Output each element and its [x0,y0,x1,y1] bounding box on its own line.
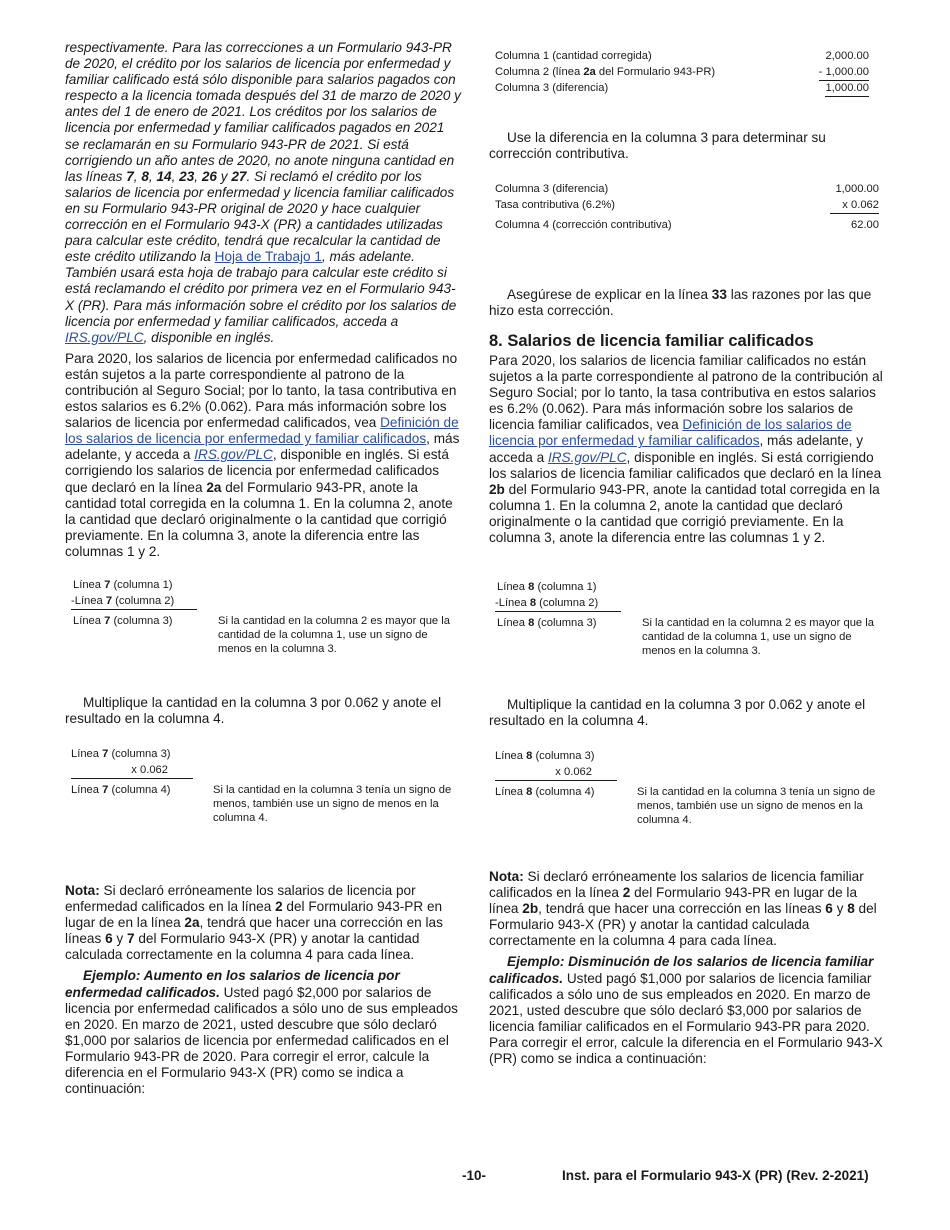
irs-plc-link[interactable]: IRS.gov/PLC [65,329,144,345]
footer-title: Inst. para el Formulario 943-X (PR) (Rev. 2-2021) [562,1168,869,1183]
box-note: Si la cantidad en la columna 2 es mayor que la cantidad de la columna 1, use un signo de menos en la columna 3. [218,615,450,655]
box-row: x 0.062 [71,762,193,779]
table-row: Tasa contributiva (6.2%) x 0.062 [495,197,879,213]
right-calc-table-2 [495,181,879,233]
left-paragraph-sick-leave: Para 2020, los salarios de licencia por enfermedad calificados no están sujetos a la parte correspondiente al patrono de la contribución al Seguro Social; por lo tanto, la tasa contributiva en estos salarios es 6.2% (0.062). Para más información sobre los salarios de licencia por enfermedad calificados, vea Definición de los salarios de licencia por enfermedad y familiar calificados, más adelante, y acceda a IRS.gov/PLC, disponible en inglés. Si está corrigiendo los salarios de licencia por enfermedad calificados que declaró en la línea 2a del Formulario 943-PR, anote la cantidad total corregida en la columna 1. En la columna 2, anote la cantidad que declaró originalmente o la cantidad que corrigió previamente. En la columna 3, anote la diferencia entre las columnas 1 y 2. [65,350,460,559]
irs-plc-link[interactable]: IRS.gov/PLC [194,447,273,463]
box-row: -Línea 8 (columna 2) [495,595,621,612]
left-multiply-text: Multiplique la cantidad en la columna 3 por 0.062 y anote el resultado en la columna 4. [65,695,442,727]
right-section-8 [489,331,885,546]
box-row: Línea 8 (columna 1) [497,581,597,593]
left-column [65,40,461,560]
table-row: Columna 4 (corrección contributiva) 62.00 [495,219,879,231]
left-ejemplo: Ejemplo: Aumento en los salarios de licencia por enfermedad calificados. Usted pagó $2,000 por salarios de licencia por enfermedad calificados a sólo uno de sus empleados en 2020. En marzo de 2021, usted descubre que sólo declaró $1,000 por salarios de licencia por enfermedad calificados en el Formulario 943-PR de 2020. Para corregir el error, calcule la diferencia en el Formulario 943-X (PR) como se indica a continuación: [65,968,458,1097]
right-use-diff: Use la diferencia en la columna 3 para determinar su corrección contributiva. [489,130,826,162]
box-row: x 0.062 [495,764,617,781]
right-nota: Nota: Si declaró erróneamente los salarios de licencia familiar calificados en la línea 2 del Formulario 943-PR en lugar de la línea 2b, tendrá que hacer una corrección en las líneas 6 y 8 del Formulario 943-X (PR) y anotar la cantidad calculada correctamente en la columna 4 para cada línea. [489,869,877,949]
hoja-de-trabajo-1-link[interactable]: Hoja de Trabajo 1 [214,249,322,265]
left-nota: Nota: Si declaró erróneamente los salarios de licencia por enfermedad calificados en la línea 2 del Formulario 943-PR en lugar de en la línea 2a, tendrá que hacer una corrección en las líneas 6 y 7 del Formulario 943-X (PR) y anotar la cantidad calculada correctamente en la columna 4 para cada línea. [65,883,443,963]
box-row: Línea 8 (columna 3) [495,750,595,762]
table-row: Columna 3 (diferencia) 1,000.00 [495,183,879,195]
right-nota-block [489,869,885,1067]
definicion-link[interactable]: Definición de los salarios de licencia por enfermedad y familiar calificados [65,415,459,447]
box-row: Línea 8 (columna 4) [495,786,595,798]
left-paragraph-credit: respectivamente. Para las correcciones a un Formulario 943-PR de 2020, el crédito por los salarios de licencia por enfermedad y familiar calificado está sólo disponible para salarios pagados con respecto a la licencia tomada después del 31 de marzo de 2020 y antes del 1 de enero de 2021. Los créditos por los salarios de licencia por enfermedad y familiar calificados pagados en 2021 se reclamarán en su Formulario 943-PR de 2021. Si está corrigiendo un año antes de 2020, no anote ninguna cantidad en las líneas 7, 8, 14, 23, 26 y 27. Si reclamó el crédito por los salarios de licencia por enfermedad y licencia familiar calificados en su Formulario 943-PR original de 2020 y hace cualquier corrección en el Formulario 943-X (PR) a cantidades utilizadas para calcular este crédito, tendrá que recalcular la cantidad de este crédito utilizando la Hoja de Trabajo 1, más adelante. También usará esta hoja de trabajo para calcular este crédito si está reclamando el crédito por primera vez en el Formulario 943-X (PR). Para más información sobre el crédito por los salarios de licencia por enfermedad y familiar calificados, acceda a IRS.gov/PLC, disponible en inglés. [65,40,461,345]
section-title: 8. Salarios de licencia familiar calificados [489,332,814,350]
right-multiply-text: Multiplique la cantidad en la columna 3 por 0.062 y anote el resultado en la columna 4. [489,697,866,729]
right-calc-table-1 [495,48,869,96]
right-asegurese: Asegúrese de explicar en la línea 33 las razones por las que hizo esta corrección. [489,287,872,319]
box-row: Línea 7 (columna 3) [71,748,171,760]
box-row: Línea 7 (columna 3) [73,615,173,627]
irs-plc-link[interactable]: IRS.gov/PLC [547,449,627,465]
page-number: -10- [462,1168,487,1183]
table-row: Columna 1 (cantidad corregida) 2,000.00 [495,50,869,62]
right-paragraph-family-leave: Para 2020, los salarios de licencia familiar calificados no están sujetos a la parte correspondiente al patrono de la contribución al Seguro Social; por lo tanto, la tasa contributiva en estos salarios es 6.2% (0.062). Para más información sobre los salarios de licencia familiar calificados, vea Definición de los salarios de licencia por enfermedad y familiar calificados, más adelante, y acceda a IRS.gov/PLC, disponible en inglés. Si está corrigiendo los salarios de licencia familiar calificados que declaró en la línea 2b del Formulario 943-PR, anote la cantidad total corregida en la columna 1. En la columna 2, anote la cantidad que declaró originalmente o la cantidad que corrigió previamente. En la columna 3, anote la diferencia entre las columnas 1 y 2. [489,353,883,546]
box-row: Línea 7 (columna 4) [71,784,171,796]
box-note: Si la cantidad en la columna 3 tenía un signo de menos, también use un signo de menos en la columna 4. [213,784,452,824]
table-row: Columna 2 (línea 2a del Formulario 943-PR) - 1,000.00 [495,64,869,80]
box-row: -Línea 7 (columna 2) [71,593,197,610]
left-nota-block [65,883,461,1097]
box-row: Línea 7 (columna 1) [73,579,173,591]
box-row: Línea 8 (columna 3) [497,617,597,629]
definicion-link[interactable]: Definición de los salarios de licencia por enfermedad y familiar calificados [489,417,852,449]
table-row: Columna 3 (diferencia) 1,000.00 [495,80,869,96]
box-note: Si la cantidad en la columna 3 tenía un signo de menos, también use un signo de menos en la columna 4. [637,786,876,826]
right-ejemplo: Ejemplo: Disminución de los salarios de licencia familiar calificados. Usted pagó $1,000 por salarios de licencia familiar calificados a sólo uno de sus empleados en 2020. En marzo de 2021, usted descubre que sólo declaró $3,000 por salarios de licencia familiar calificados en el Formulario 943-PR para 2020. Para corregir el error, calcule la diferencia en el Formulario 943-X (PR) como se indica a continuación: [489,954,883,1067]
box-note: Si la cantidad en la columna 2 es mayor que la cantidad de la columna 1, use un signo de menos en la columna 3. [642,617,874,657]
